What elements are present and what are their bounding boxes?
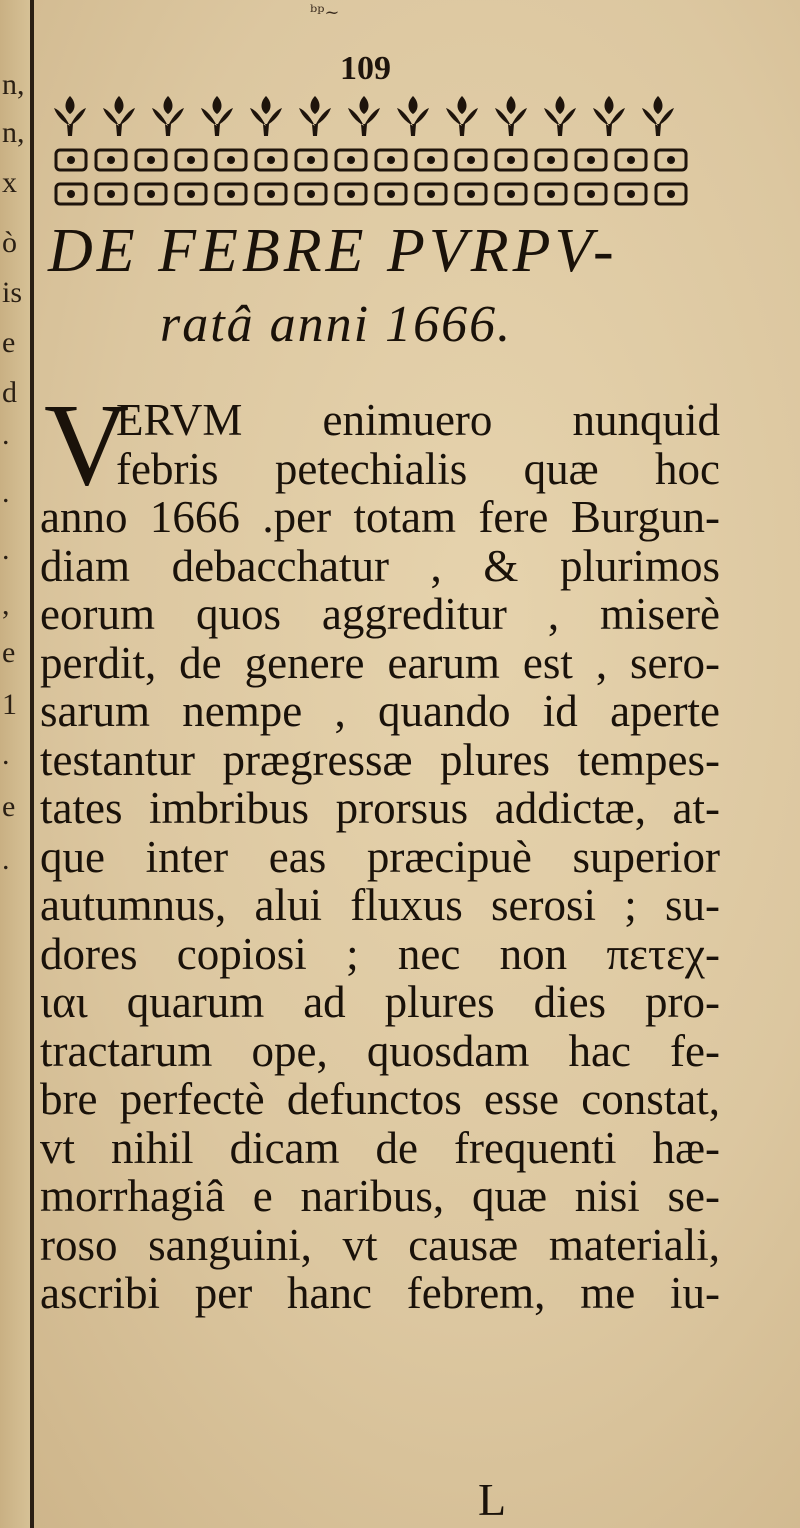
body-text [40,396,720,1318]
fleuron-glyph [593,96,625,136]
interlace-dot [507,190,515,198]
interlace-dot [387,190,395,198]
fleuron-glyph [250,96,282,136]
interlace-dot [587,190,595,198]
fleuron-glyph [152,96,184,136]
chapter-title-line-1: DE FEBRE PVRPV- [48,217,618,285]
interlace-dot [667,190,675,198]
text-line: roso sanguini, vt causæ materiali, [40,1219,720,1270]
interlace-dot [147,156,155,164]
interlace-dot [587,156,595,164]
margin-fragment: . [2,738,10,771]
chapter-title-line-2: ratâ anni 1666. [160,296,513,353]
fleuron-glyph [348,96,380,136]
text-line: bre perfectè defunctos esse constat, [40,1074,720,1124]
margin-fragment: e [2,326,16,359]
margin-fragment: n, [2,116,25,149]
text-line: vt nihil dicam de frequenti hæ- [40,1122,720,1173]
margin-fragment: e [2,790,16,823]
text-line: que inter eas præcipuè superior [40,831,720,882]
binding-gutter-line [30,0,34,1528]
fleuron-glyph [642,96,674,136]
margin-fragment: d [2,376,17,409]
text-line: tractarum ope, quosdam hac fe- [40,1025,720,1076]
margin-fragment: . [2,533,10,566]
interlace-dot [227,156,235,164]
interlace-dot [307,156,315,164]
interlace-dot [347,156,355,164]
text-line: autumnus, alui fluxus serosi ; su- [40,880,720,930]
interlace-dot [547,190,555,198]
text-line: ERVM enimuero nunquid [116,395,720,445]
interlace-dot [267,156,275,164]
margin-fragment: x [2,166,17,199]
margin-fragment: 1 [2,688,17,721]
margin-fragment: . [2,418,10,451]
interlace-dot [187,190,195,198]
text-line: sarum nempe , quando id aperte [40,686,720,736]
interlace-dot [187,156,195,164]
text-line: anno 1666 .per totam fere Burgun- [40,492,720,542]
interlace-dot [227,190,235,198]
margin-fragment: . [2,476,10,509]
interlace-dot [267,190,275,198]
interlace-dot [667,156,675,164]
text-line: ascribi per hanc febrem, me iu- [40,1268,720,1318]
text-line: eorum quos aggreditur , miserè [40,589,720,639]
interlace-dot [427,156,435,164]
interlace-dot [507,156,515,164]
text-line: testantur prægressæ plures tempes- [40,734,720,785]
fleuron-glyph [495,96,527,136]
interlace-dot [107,190,115,198]
interlace-dot [107,156,115,164]
margin-fragment: n, [2,68,25,101]
fleuron-glyph [397,96,429,136]
facing-page-edge [0,0,30,1528]
interlace-dot [467,190,475,198]
text-line: dores copiosi ; nec non πετεχ- [40,928,720,979]
top-mark: ᵇᵖ~ [310,2,340,23]
text-line: febris petechialis quæ hoc [116,443,720,494]
interlace-dot [547,156,555,164]
signature-mark: L [478,1474,507,1525]
interlace-dot [387,156,395,164]
page-number: 109 [340,50,391,87]
fleuron-glyph [54,96,86,136]
margin-fragment: e [2,636,16,669]
text-line: ιαι quarum ad plures dies pro- [40,977,720,1027]
interlace-dot [147,190,155,198]
text-line: tates imbribus prorsus addictæ, at- [40,783,720,833]
fleuron-border-ornament-icon [48,88,698,220]
text-line: morrhagiâ e naribus, quæ nisi se- [40,1171,720,1221]
interlace-dot [627,190,635,198]
drop-cap: V [44,379,130,510]
interlace-dot [67,156,75,164]
fleuron-glyph [299,96,331,136]
margin-fragment: ò [2,226,17,259]
margin-fragment: is [2,276,23,309]
margin-fragment: . [2,843,10,876]
margin-fragment: , [2,588,10,621]
interlace-dot [467,156,475,164]
fleuron-glyph [446,96,478,136]
fleuron-glyph [103,96,135,136]
text-line: perdit, de genere earum est , sero- [40,637,720,688]
interlace-dot [427,190,435,198]
fleuron-glyph [201,96,233,136]
interlace-dot [307,190,315,198]
text-line: diam debacchatur , & plurimos [40,540,720,591]
interlace-dot [67,190,75,198]
fleuron-glyph [544,96,576,136]
interlace-dot [347,190,355,198]
interlace-dot [627,156,635,164]
